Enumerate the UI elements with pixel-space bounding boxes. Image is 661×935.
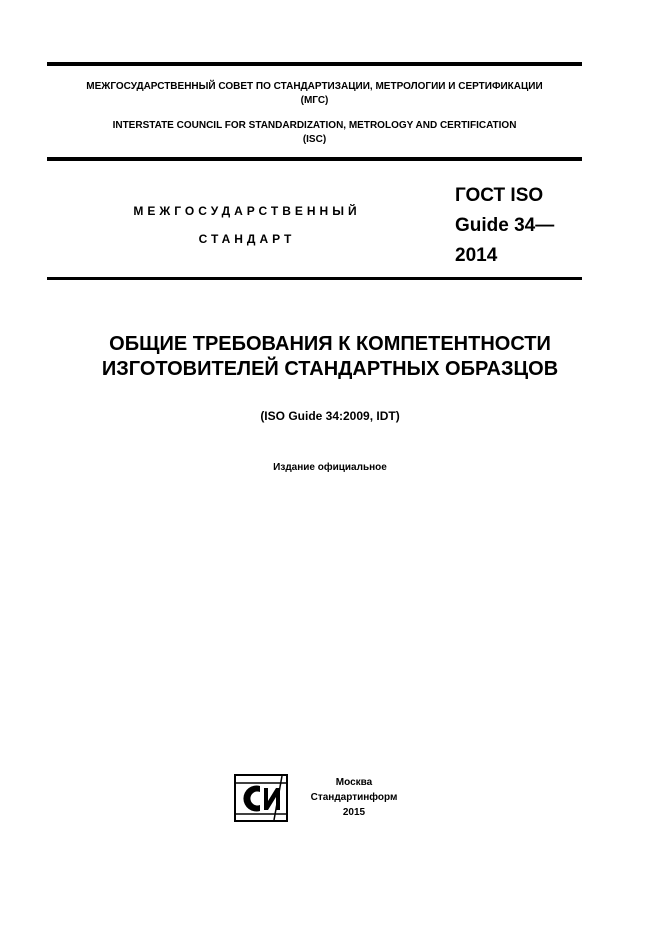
document-title [30, 332, 630, 382]
council-name-english [47, 119, 582, 147]
title-line1: ОБЩИЕ ТРЕБОВАНИЯ К КОМПЕТЕНТНОСТИ [109, 333, 551, 355]
bottom-rule [47, 277, 582, 280]
standard-number-line2: Guide 34— [455, 215, 555, 236]
top-rule [47, 62, 582, 66]
council-en-line2: (ISC) [302, 134, 327, 145]
iso-reference: (ISO Guide 34:2009, IDT) [260, 409, 400, 423]
council-name-russian [47, 80, 582, 108]
standard-type-line1: МЕЖГОСУДАРСТВЕННЫЙ [133, 204, 361, 218]
publisher-name: Стандартинформ [310, 792, 398, 803]
standard-type [97, 197, 397, 253]
standard-number-line3: 2014 [455, 245, 498, 266]
publication-year: 2015 [342, 807, 366, 818]
publisher-city: Москва [335, 777, 373, 788]
standard-type-line2: СТАНДАРТ [198, 232, 296, 246]
title-line2: ИЗГОТОВИТЕЛЕЙ СТАНДАРТНЫХ ОБРАЗЦОВ [101, 358, 559, 380]
standard-number [455, 181, 595, 271]
council-en-line1: INTERSTATE COUNCIL FOR STANDARDIZATION, METROLOGY AND CERTIFICATION [112, 120, 517, 131]
council-ru-line1: МЕЖГОСУДАРСТВЕННЫЙ СОВЕТ ПО СТАНДАРТИЗАЦИИ, МЕТРОЛОГИИ И СЕРТИФИКАЦИИ [86, 81, 543, 92]
standard-number-line1: ГОСТ ISO [455, 185, 544, 206]
standartinform-logo-icon [233, 774, 289, 822]
council-ru-line2: (МГС) [300, 95, 329, 106]
edition-label: Издание официальное [273, 462, 387, 473]
publisher-block [298, 775, 410, 820]
middle-rule [47, 157, 582, 161]
